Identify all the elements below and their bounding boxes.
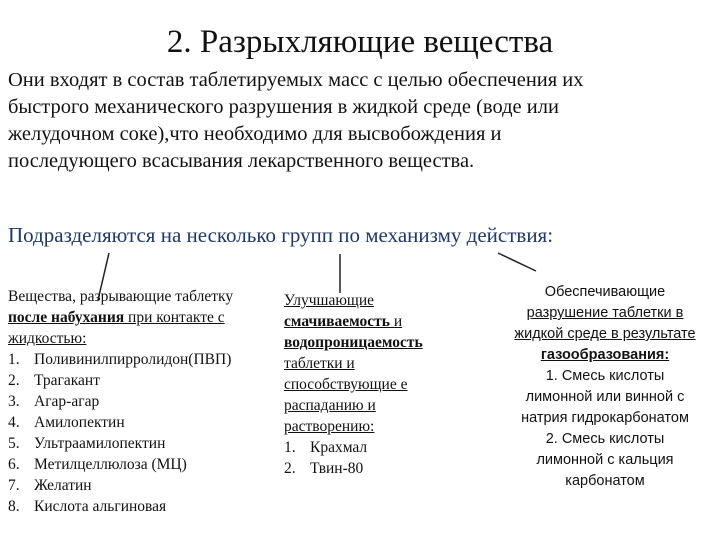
item-text: Твин-80	[310, 460, 364, 477]
list-item: 1. Смесь кислоты	[545, 368, 665, 384]
intro-line: быстрого механического разрушения в жидкой среде (воде или	[8, 96, 559, 118]
item-number: 8.	[8, 498, 20, 515]
item-number: 2.	[8, 372, 20, 389]
group-wetting-heading: распаданию и	[284, 397, 376, 414]
item-text: Ультраамилопектин	[34, 435, 166, 452]
item-number: 5.	[8, 435, 20, 452]
list-item: 2. Смесь кислоты	[545, 431, 665, 447]
group-wetting-heading: Улучшающие	[284, 292, 375, 309]
item-text: Трагакант	[34, 372, 100, 389]
list-item: карбонатом	[565, 473, 645, 489]
item-number: 1.	[8, 351, 20, 368]
emphasis-text: смачиваемость	[284, 313, 390, 330]
list-item	[8, 412, 233, 433]
list-item	[8, 454, 233, 475]
list-item: лимонной с кальция	[536, 452, 674, 468]
group-wetting-heading	[284, 311, 423, 332]
list-item: натрия гидрокарбонатом	[521, 410, 689, 426]
item-text: Крахмал	[310, 439, 368, 456]
group-gas-heading: газообразования:	[540, 347, 670, 363]
group-wetting-heading: способствующие е	[284, 376, 408, 393]
list-item	[8, 391, 233, 412]
list-item	[8, 370, 233, 391]
item-text: Кислота альгиновая	[34, 498, 167, 515]
list-item	[8, 496, 233, 517]
intro-line: Они входят в состав таблетируемых масс с целью обеспечения их	[8, 69, 584, 91]
item-text: Желатин	[34, 477, 92, 494]
group-wetting	[284, 290, 423, 479]
item-number: 2.	[284, 460, 296, 477]
group-gas-heading: разрушение таблетки в	[526, 305, 684, 321]
group-swelling	[8, 286, 233, 517]
group-gas-heading: жидкой среде в результате	[514, 326, 696, 342]
subheading: Подразделяются на несколько групп по механизму действия:	[8, 223, 554, 247]
pointer-line-right	[498, 253, 536, 271]
group-gas-heading: Обеспечивающие	[544, 284, 666, 300]
intro-line: последующего всасывания лекарственного вещества.	[8, 150, 475, 172]
item-text: Агар-агар	[34, 393, 100, 410]
group-wetting-heading: растворению:	[284, 418, 375, 435]
list-item	[8, 433, 233, 454]
list-item	[284, 437, 423, 458]
item-number: 7.	[8, 477, 20, 494]
group-wetting-heading: таблетки и	[284, 355, 355, 372]
list-item	[284, 458, 423, 479]
group-swelling-heading: жидкостью:	[8, 330, 87, 347]
list-item: лимонной или винной с	[525, 389, 685, 405]
group-swelling-heading	[8, 307, 233, 328]
emphasis-text: после набухания	[8, 309, 125, 326]
group-wetting-heading: водопроницаемость	[284, 334, 423, 351]
heading-text: при контакте с	[124, 309, 225, 326]
heading-text: и	[389, 313, 403, 330]
item-number: 1.	[284, 439, 296, 456]
list-item	[8, 349, 233, 370]
item-text: Поливинилпирролидон(ПВП)	[34, 351, 232, 368]
item-number: 4.	[8, 414, 20, 431]
item-text: Метилцеллюлоза (МЦ)	[34, 456, 187, 473]
intro-line: желудочном соке),что необходимо для высвобождения и	[8, 123, 502, 145]
item-number: 6.	[8, 456, 20, 473]
slide-title: 2. Разрыхляющие вещества	[166, 24, 554, 60]
list-item	[8, 475, 233, 496]
item-text: Амилопектин	[34, 414, 125, 431]
group-swelling-heading: Вещества, разрывающие таблетку	[8, 288, 234, 305]
group-gas-forming	[500, 282, 710, 492]
item-number: 3.	[8, 393, 20, 410]
